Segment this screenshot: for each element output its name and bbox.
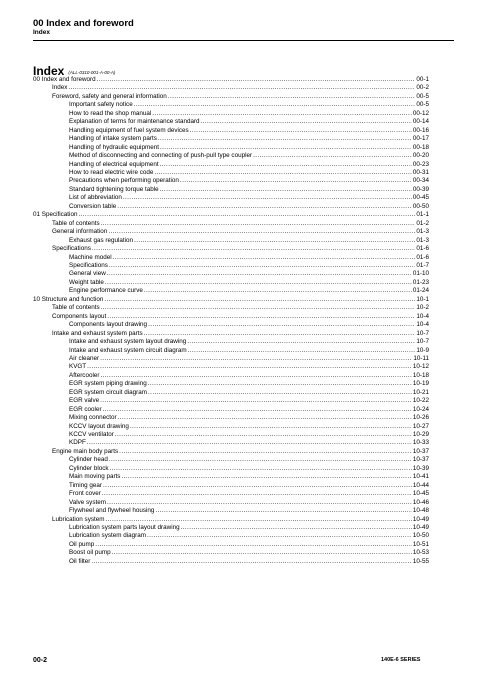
toc-leader-dots	[123, 194, 412, 202]
toc-entry[interactable]	[33, 101, 429, 109]
toc-entry-label: Main moving parts	[69, 473, 121, 481]
toc-entry[interactable]	[33, 482, 429, 490]
toc-entry-label: Handling of hydraulic equipment	[69, 143, 159, 151]
toc-entry[interactable]	[33, 270, 429, 278]
toc-entry-label: Weight table	[69, 278, 104, 286]
toc-leader-dots	[97, 76, 416, 84]
toc-entry-label: Valve system	[69, 498, 106, 506]
toc-leader-dots	[113, 254, 416, 262]
toc-leader-dots	[158, 135, 412, 143]
toc-leader-dots	[100, 397, 412, 405]
toc-entry[interactable]	[33, 549, 429, 557]
toc-leader-dots	[107, 499, 412, 507]
toc-entry-label: Conversion table	[69, 202, 117, 210]
toc-entry-page: 00-45	[412, 194, 429, 202]
toc-entry-label: How to read electric wire code	[69, 168, 154, 176]
toc-entry[interactable]	[33, 338, 429, 346]
toc-entry-page: 10-26	[412, 414, 429, 422]
toc-entry-page: 10-21	[412, 388, 429, 396]
toc-entry-page: 00-1	[416, 76, 429, 83]
toc-leader-dots	[187, 338, 415, 346]
toc-entry-page: 10-4	[416, 312, 429, 320]
toc-leader-dots	[105, 279, 412, 287]
toc-entry-page: 01-10	[412, 270, 429, 278]
toc-entry[interactable]	[33, 363, 429, 371]
toc-leader-dots	[108, 228, 415, 236]
toc-leader-dots	[181, 524, 412, 532]
toc-entry-label: Table of contents	[52, 219, 100, 227]
toc-entry-page: 01-1	[416, 211, 429, 219]
toc-entry-page: 00-14	[412, 118, 429, 126]
toc-entry-label: Boost oil pump	[69, 549, 111, 557]
toc-entry-label: KCCV layout drawing	[69, 422, 129, 430]
toc-entry-label: KCCV ventilator	[69, 431, 114, 439]
toc-entry[interactable]	[33, 135, 429, 143]
toc-entry-label: List of abbreviation	[69, 194, 122, 202]
toc-entry[interactable]	[33, 279, 429, 287]
toc-leader-dots	[109, 262, 416, 270]
toc-entry-label: Timing gear	[69, 481, 103, 489]
toc-entry-label: How to read the shop manual	[69, 109, 152, 117]
toc-entry-page: 00-20	[412, 152, 429, 160]
toc-leader-dots	[107, 313, 415, 321]
toc-entry-page: 00-31	[412, 168, 429, 176]
toc-leader-dots	[118, 414, 412, 422]
toc-leader-dots	[87, 363, 412, 371]
toc-entry-page: 10-7	[416, 329, 429, 337]
toc-leader-dots	[95, 541, 412, 549]
toc-entry-label: Method of disconnecting and connecting of push-pull type coupler	[69, 152, 253, 160]
toc-entry[interactable]	[33, 228, 429, 236]
toc-entry[interactable]	[33, 499, 429, 507]
toc-entry-page: 00-5	[416, 92, 429, 100]
toc-entry[interactable]	[33, 380, 429, 388]
toc-entry-label: Cylinder head	[69, 456, 108, 464]
toc-entry-label: Table of contents	[52, 304, 100, 312]
toc-entry-page: 10-55	[412, 557, 429, 565]
toc-leader-dots	[87, 439, 412, 447]
toc-entry-label: KDPF	[69, 439, 86, 447]
toc-entry-page: 00-34	[412, 177, 429, 185]
toc-entry-page: 10-7	[416, 338, 429, 346]
toc-entry[interactable]	[33, 313, 429, 321]
toc-leader-dots	[109, 456, 412, 464]
toc-entry-page: 00-23	[412, 160, 429, 168]
toc-entry-label: Air cleaner	[69, 354, 100, 362]
toc-entry-label: Exhaust gas regulation	[69, 236, 134, 244]
toc-entry[interactable]	[33, 203, 429, 211]
toc-entry-page: 00-16	[412, 126, 429, 134]
toc-leader-dots	[119, 448, 412, 456]
toc-entry-page: 10-50	[412, 532, 429, 540]
toc-entry-label: Handling of intake system parts	[69, 135, 157, 143]
toc-entry[interactable]	[33, 76, 429, 84]
toc-entry[interactable]	[33, 169, 429, 177]
toc-entry-page: 10-44	[412, 481, 429, 489]
toc-leader-dots	[144, 330, 416, 338]
toc-entry-page: 01-7	[416, 261, 429, 269]
toc-entry-label: 00 Index and foreword	[33, 76, 96, 83]
toc-entry[interactable]	[33, 414, 429, 422]
toc-entry-label: 01 Specification	[33, 211, 78, 219]
toc-entry-page: 00-12	[412, 109, 429, 117]
toc-entry[interactable]	[33, 439, 429, 447]
toc-entry-page: 10-24	[412, 405, 429, 413]
toc-entry-page: 10-22	[412, 397, 429, 405]
toc-entry[interactable]	[33, 110, 429, 118]
toc-entry[interactable]	[33, 152, 429, 160]
index-code: (ALL-0310-001-A-00-A)	[68, 70, 116, 75]
toc-entry-page: 10-39	[412, 464, 429, 472]
toc-leader-dots	[134, 237, 415, 245]
toc-entry-label: Intake and exhaust system circuit diagram	[69, 346, 187, 354]
toc-entry[interactable]	[33, 473, 429, 481]
toc-entry-page: 00-50	[412, 202, 429, 210]
toc-leader-dots	[130, 423, 412, 431]
toc-entry-label: Specifications	[69, 261, 108, 269]
table-of-contents	[33, 76, 429, 566]
toc-leader-dots	[201, 118, 412, 126]
toc-entry-page: 10-33	[412, 439, 429, 447]
toc-entry-page: 01-3	[416, 228, 429, 236]
toc-entry-label: Important safety notice	[69, 101, 133, 109]
toc-entry-page: 01-23	[412, 278, 429, 286]
toc-leader-dots	[112, 549, 412, 557]
toc-entry[interactable]	[33, 186, 429, 194]
toc-entry[interactable]	[33, 490, 429, 498]
toc-entry-page: 01-24	[412, 287, 429, 295]
toc-entry[interactable]	[33, 287, 429, 295]
toc-leader-dots	[91, 558, 412, 566]
toc-entry[interactable]	[33, 84, 429, 92]
toc-entry-label: Oil filter	[69, 557, 91, 565]
toc-entry[interactable]	[33, 161, 429, 169]
toc-entry-page: 10-29	[412, 431, 429, 439]
toc-leader-dots	[103, 482, 412, 490]
toc-entry-label: EGR system piping drawing	[69, 380, 147, 388]
toc-entry-page: 10-9	[416, 346, 429, 354]
toc-entry-label: Precautions when performing operation	[69, 177, 179, 185]
toc-entry-label: Lubrication system parts layout drawing	[69, 524, 180, 532]
toc-entry[interactable]	[33, 118, 429, 126]
toc-entry-label: Specifications	[52, 245, 91, 253]
toc-entry-page: 10-19	[412, 380, 429, 388]
toc-entry-page: 00-18	[412, 143, 429, 151]
toc-entry[interactable]	[33, 211, 429, 219]
toc-entry[interactable]	[33, 423, 429, 431]
toc-leader-dots	[168, 93, 416, 101]
toc-leader-dots	[117, 203, 412, 211]
toc-entry-label: Engine main body parts	[52, 447, 119, 455]
toc-entry-page: 01-3	[416, 236, 429, 244]
toc-leader-dots	[134, 101, 416, 109]
toc-leader-dots	[92, 245, 416, 253]
toc-entry-page: 10-41	[412, 473, 429, 481]
toc-leader-dots	[180, 177, 412, 185]
toc-entry-page: 10-49	[412, 524, 429, 532]
toc-entry-page: 10-12	[412, 363, 429, 371]
toc-leader-dots	[160, 161, 412, 169]
toc-leader-dots	[100, 372, 411, 380]
toc-entry[interactable]	[33, 304, 429, 312]
toc-leader-dots	[100, 355, 412, 363]
toc-entry[interactable]	[33, 558, 429, 566]
toc-entry[interactable]	[33, 355, 429, 363]
toc-leader-dots	[107, 270, 412, 278]
toc-entry-label: Index	[52, 84, 68, 92]
toc-entry[interactable]	[33, 456, 429, 464]
toc-entry-label: Aftercooler	[69, 371, 100, 379]
toc-entry[interactable]	[33, 254, 429, 262]
toc-entry[interactable]	[33, 507, 429, 515]
toc-entry-page: 10-46	[412, 498, 429, 506]
toc-entry[interactable]	[33, 524, 429, 532]
toc-entry-label: Components layout	[52, 312, 107, 320]
toc-entry[interactable]	[33, 330, 429, 338]
toc-leader-dots	[68, 84, 415, 92]
toc-entry-label: EGR system circuit diagram	[69, 388, 148, 396]
section-subtitle: Index	[33, 29, 50, 36]
toc-leader-dots	[147, 532, 412, 540]
toc-entry[interactable]	[33, 296, 429, 304]
toc-entry[interactable]	[33, 541, 429, 549]
toc-entry-page: 01-6	[416, 245, 429, 253]
toc-leader-dots	[110, 465, 412, 473]
toc-entry-label: 10 Structure and function	[33, 295, 104, 303]
toc-entry[interactable]	[33, 389, 429, 397]
toc-entry-label: Components layout drawing	[69, 321, 148, 329]
toc-entry-page: 00-2	[416, 84, 429, 92]
toc-entry[interactable]	[33, 397, 429, 405]
toc-entry-label: Front cover	[69, 490, 101, 498]
toc-leader-dots	[148, 380, 412, 388]
toc-entry-label: Lubrication system	[52, 515, 105, 523]
toc-entry[interactable]	[33, 448, 429, 456]
toc-entry[interactable]	[33, 127, 429, 135]
toc-entry-page: 10-37	[412, 447, 429, 455]
toc-entry[interactable]	[33, 245, 429, 253]
toc-entry-label: Foreword, safety and general information	[52, 92, 167, 100]
toc-leader-dots	[253, 152, 412, 160]
toc-entry-label: Handling of electrical equipment	[69, 160, 159, 168]
toc-entry-label: EGR cooler	[69, 405, 102, 413]
toc-entry[interactable]	[33, 406, 429, 414]
toc-entry[interactable]	[33, 237, 429, 245]
toc-entry[interactable]	[33, 93, 429, 101]
toc-leader-dots	[103, 406, 412, 414]
toc-entry-page: 10-51	[412, 540, 429, 548]
toc-entry-label: General information	[52, 228, 108, 236]
series-label: 140E-6 SERIES	[381, 657, 421, 663]
toc-entry-page: 00-17	[412, 135, 429, 143]
toc-entry[interactable]	[33, 321, 429, 329]
toc-entry[interactable]	[33, 220, 429, 228]
toc-entry[interactable]	[33, 144, 429, 152]
toc-entry-page: 00-5	[416, 101, 429, 109]
toc-entry-page: 10-4	[416, 321, 429, 329]
toc-entry-label: Machine model	[69, 253, 112, 261]
toc-entry-page: 01-2	[416, 219, 429, 227]
toc-entry-label: Engine performance curve	[69, 287, 143, 295]
toc-entry-page: 01-6	[416, 253, 429, 261]
page-number: 00-2	[33, 657, 48, 664]
index-title: Index	[33, 64, 65, 78]
toc-entry-label: Cylinder block	[69, 464, 109, 472]
toc-entry[interactable]	[33, 516, 429, 524]
toc-entry-page: 10-37	[412, 456, 429, 464]
toc-leader-dots	[188, 347, 416, 355]
toc-leader-dots	[115, 431, 412, 439]
toc-entry-page: 10-2	[416, 304, 429, 312]
toc-entry-page: 10-11	[413, 354, 429, 362]
toc-entry-label: Lubrication system diagram	[69, 532, 146, 540]
toc-entry-label: Oil pump	[69, 540, 95, 548]
chapter-title: 00 Index and foreword	[33, 18, 134, 29]
toc-leader-dots	[152, 110, 412, 118]
toc-leader-dots	[106, 516, 412, 524]
toc-entry[interactable]	[33, 532, 429, 540]
toc-entry[interactable]	[33, 431, 429, 439]
toc-entry[interactable]	[33, 194, 429, 202]
toc-leader-dots	[190, 127, 412, 135]
page-header	[33, 18, 453, 37]
toc-entry-page: 10-48	[412, 507, 429, 515]
toc-leader-dots	[155, 507, 411, 515]
toc-leader-dots	[144, 287, 412, 295]
toc-leader-dots	[148, 389, 412, 397]
toc-leader-dots	[160, 186, 412, 194]
toc-entry[interactable]	[33, 262, 429, 270]
toc-entry-label: Explanation of terms for maintenance standard	[69, 118, 200, 126]
toc-entry-page: 10-1	[416, 295, 429, 303]
toc-entry[interactable]	[33, 347, 429, 355]
toc-leader-dots	[160, 144, 412, 152]
toc-entry-label: EGR valve	[69, 397, 100, 405]
toc-entry-label: KVGT	[69, 363, 87, 371]
toc-entry-label: Handling equipment of fuel system devices	[69, 126, 189, 134]
toc-entry-label: Flywheel and flywheel housing	[69, 507, 155, 515]
toc-entry-page: 10-49	[412, 515, 429, 523]
toc-leader-dots	[121, 473, 411, 481]
toc-entry[interactable]	[33, 372, 429, 380]
toc-entry-page: 10-45	[412, 490, 429, 498]
toc-entry-label: General view	[69, 270, 106, 278]
toc-entry-page: 00-39	[412, 185, 429, 193]
toc-entry-page: 10-53	[412, 549, 429, 557]
toc-leader-dots	[78, 211, 415, 219]
toc-entry[interactable]	[33, 177, 429, 185]
toc-entry-label: Intake and exhaust system layout drawing	[69, 338, 187, 346]
toc-entry-label: Standard tightening torque table	[69, 185, 159, 193]
toc-leader-dots	[101, 220, 416, 228]
toc-leader-dots	[148, 321, 415, 329]
toc-entry-label: Mixing connector	[69, 414, 117, 422]
toc-leader-dots	[104, 296, 415, 304]
toc-leader-dots	[102, 490, 412, 498]
toc-leader-dots	[101, 304, 416, 312]
header-rule	[33, 40, 454, 41]
toc-entry-page: 10-18	[412, 371, 429, 379]
toc-entry-label: Intake and exhaust system parts	[52, 329, 143, 337]
toc-leader-dots	[154, 169, 412, 177]
toc-entry[interactable]	[33, 465, 429, 473]
toc-entry-page: 10-27	[412, 422, 429, 430]
